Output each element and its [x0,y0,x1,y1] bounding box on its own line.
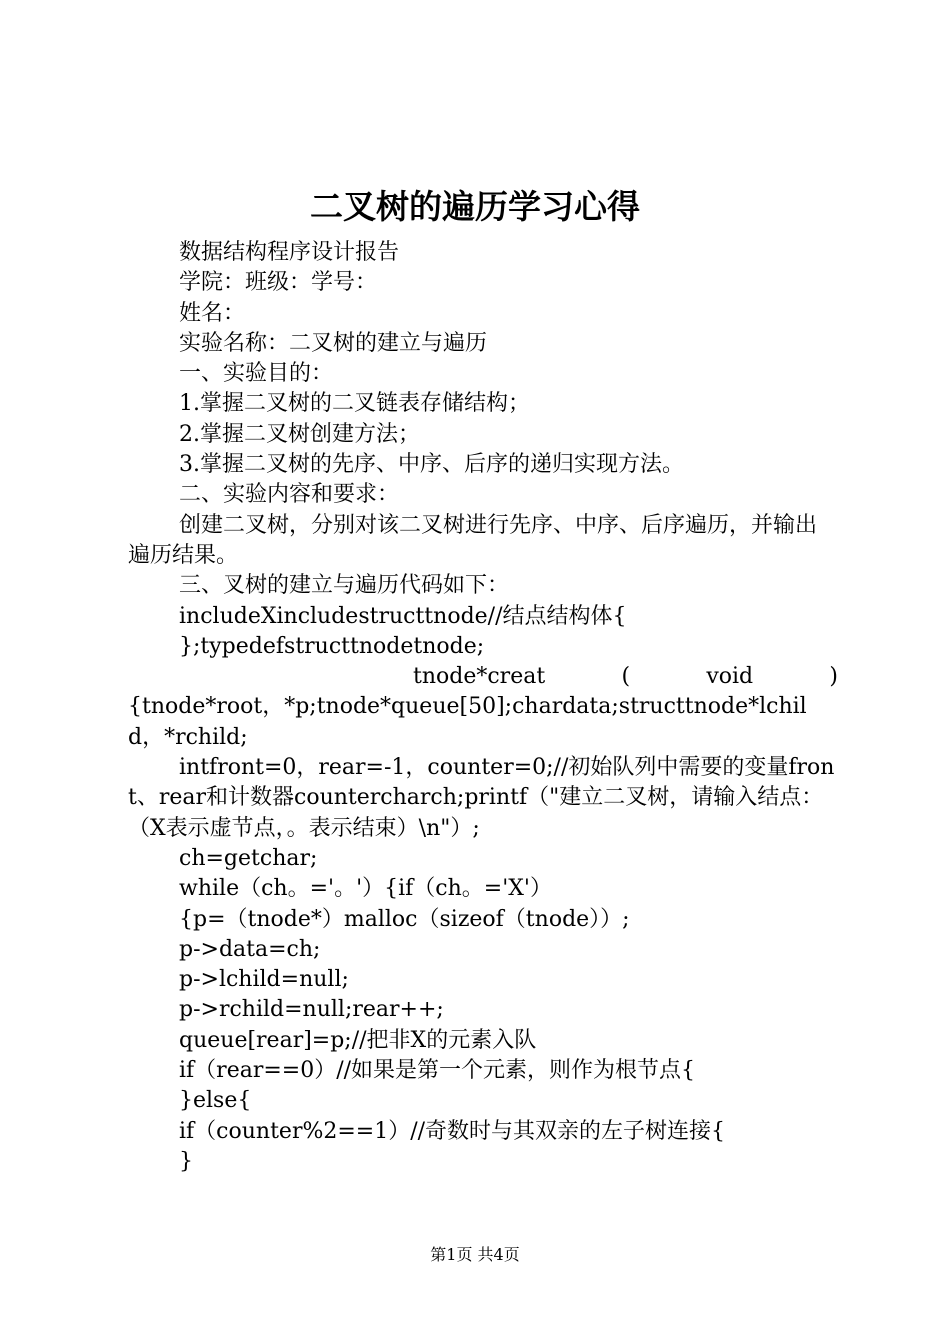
code-line: intfront=0，rear=-1，counter=0;//初始队列中需要的变量front、rear和计数器countercharch;printf（"建立二叉树，请输入结点：（X表示虚节点，。表示结束）\n"）; [128,755,835,841]
paragraph: 三、叉树的建立与遍历代码如下： [179,573,510,599]
code-line: while（ch。='。'）{if（ch。='X'） [179,876,552,902]
code-line: ch=getchar; [179,845,318,871]
code-line: queue[rear]=p;//把非X的元素入队 [179,1027,537,1053]
code-line: p->data=ch; [179,936,321,962]
paragraph: 3.掌握二叉树的先序、中序、后序的递归实现方法。 [179,452,684,478]
document-title: 二叉树的遍历学习心得 [310,187,640,226]
code-line: if（rear==0）//如果是第一个元素，则作为根节点{ [179,1058,696,1084]
code-line: p->lchild=null; [179,967,349,993]
paragraph: 实验名称：二叉树的建立与遍历 [179,330,488,356]
paragraph: 一、实验目的： [179,361,334,387]
paragraph: 创建二叉树，分别对该二叉树进行先序、中序、后序遍历，并输出遍历结果。 [128,512,818,568]
page-footer: 第1页 共4页 [430,1245,520,1264]
paragraph: 数据结构程序设计报告 [179,240,400,265]
code-line: includeXincludestructtnode//结点结构体{ [179,603,627,629]
code-line: {p=（tnode*）malloc（sizeof（tnode））; [179,906,630,932]
code-line: }else{ [179,1088,252,1114]
code-line: };typedefstructtnodetnode; [179,633,485,659]
code-line: tnode*creat ( void ) [413,664,838,690]
paragraph: 二、实验内容和要求： [179,482,400,508]
code-line: p->rchild=null;rear++; [179,997,444,1023]
paragraph: 姓名： [179,300,246,326]
paragraph: 1.掌握二叉树的二叉链表存储结构； [179,391,530,417]
document-body [128,238,838,1177]
paragraph: 学院：班级：学号： [179,270,378,296]
code-line: {tnode*root，*p;tnode*queue[50];chardata;structtnode*lchild，*rchild; [128,694,807,750]
paragraph: 2.掌握二叉树创建方法； [179,421,420,447]
code-line: if（counter%2==1）//奇数时与其双亲的左子树连接{ [179,1118,726,1144]
code-line: } [179,1148,193,1174]
